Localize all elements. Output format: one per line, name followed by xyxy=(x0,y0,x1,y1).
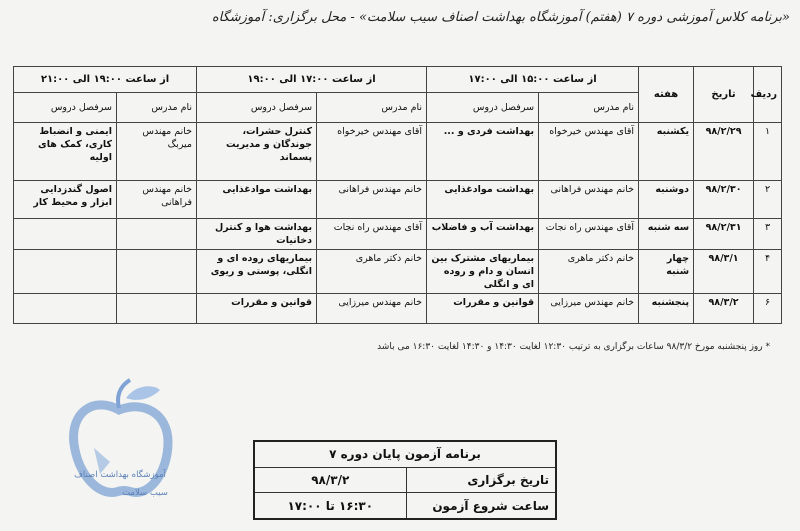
cell-topic: قوانین و مقررات xyxy=(197,294,317,324)
table-row xyxy=(14,181,782,219)
header-slot1: از ساعت ۱۵:۰۰ الی ۱۷:۰۰ xyxy=(427,67,639,93)
exam-title: برنامه آزمون پایان دوره ۷ xyxy=(254,441,556,467)
cell-topic: بهداشت آب و فاضلاب xyxy=(427,219,539,250)
cell-date: ۹۸/۲/۲۹ xyxy=(694,123,754,181)
header-teacher: نام مدرس xyxy=(539,93,639,123)
header-teacher: نام مدرس xyxy=(117,93,197,123)
cell-date: ۹۸/۲/۳۰ xyxy=(694,181,754,219)
header-topic: سرفصل دروس xyxy=(14,93,117,123)
cell-teacher: خانم مهندس میرزایی xyxy=(539,294,639,324)
schedule-table xyxy=(13,66,782,324)
header-slot2: از ساعت ۱۷:۰۰ الی ۱۹:۰۰ xyxy=(197,67,427,93)
cell-no: ۱ xyxy=(754,123,782,181)
cell-teacher: خانم مهندس میرزایی xyxy=(317,294,427,324)
cell-topic: بهداشت هوا و کنترل دخانیات xyxy=(197,219,317,250)
table-row xyxy=(14,123,782,181)
cell-topic xyxy=(14,250,117,294)
table-row xyxy=(14,250,782,294)
cell-day: دوشنبه xyxy=(639,181,694,219)
header-row-no: ردیف xyxy=(754,67,782,123)
cell-teacher: آقای مهندس خیرخواه xyxy=(317,123,427,181)
cell-no: ۳ xyxy=(754,219,782,250)
cell-teacher xyxy=(117,219,197,250)
table-row xyxy=(14,219,782,250)
cell-no: ۶ xyxy=(754,294,782,324)
cell-topic xyxy=(14,294,117,324)
logo-text: آموزشگاه بهداشت اصناف xyxy=(74,470,166,480)
cell-teacher: خانم دکتر ماهری xyxy=(539,250,639,294)
cell-no: ۲ xyxy=(754,181,782,219)
cell-teacher xyxy=(117,250,197,294)
footnote: * روز پنجشنبه مورخ ۹۸/۳/۲ ساعات برگزاری به ترتیب ۱۲:۳۰ لغایت ۱۴:۳۰ و ۱۴:۳۰ لغایت ۱۶:۳۰ می باشد xyxy=(377,342,770,352)
cell-teacher: خانم مهندس میربگ xyxy=(117,123,197,181)
cell-teacher: خانم دکتر ماهری xyxy=(317,250,427,294)
exam-date-label: تاریخ برگزاری xyxy=(406,467,556,493)
cell-topic: بهداشت موادغذایی xyxy=(197,181,317,219)
cell-teacher: آقای مهندس راه نجات xyxy=(539,219,639,250)
page-title: «برنامه کلاس آموزشی دوره ۷ (هفتم) آموزشگاه بهداشت اصناف سیب سلامت» - محل برگزاری: آموزشگاه xyxy=(211,10,790,25)
cell-teacher: آقای مهندس راه نجات xyxy=(317,219,427,250)
header-weekday: هفته xyxy=(639,67,694,123)
cell-teacher: خانم مهندس فراهانی xyxy=(539,181,639,219)
cell-topic: کنترل حشرات، جوندگان و مدیریت پسماند xyxy=(197,123,317,181)
header-topic: سرفصل دروس xyxy=(197,93,317,123)
exam-date-value: ۹۸/۳/۲ xyxy=(254,467,406,493)
cell-day: سه شنبه xyxy=(639,219,694,250)
cell-topic xyxy=(14,219,117,250)
header-slot3: از ساعت ۱۹:۰۰ الی ۲۱:۰۰ xyxy=(14,67,197,93)
cell-day: یکشنبه xyxy=(639,123,694,181)
logo-text: سیب سلامت xyxy=(122,488,168,498)
cell-teacher: خانم مهندس فراهانی xyxy=(117,181,197,219)
cell-topic: بهداشت موادغذایی xyxy=(427,181,539,219)
cell-topic: اصول گندزدایی ابزار و محیط کار xyxy=(14,181,117,219)
cell-teacher xyxy=(117,294,197,324)
header-date: تاریخ xyxy=(694,67,754,123)
table-row xyxy=(14,294,782,324)
cell-date: ۹۸/۳/۱ xyxy=(694,250,754,294)
cell-day: پنجشنبه xyxy=(639,294,694,324)
header-topic: سرفصل دروس xyxy=(427,93,539,123)
exam-time-value: ۱۶:۳۰ تا ۱۷:۰۰ xyxy=(254,493,406,519)
cell-teacher: آقای مهندس خیرخواه xyxy=(539,123,639,181)
exam-table xyxy=(253,440,557,520)
cell-topic: بهداشت فردی و ... xyxy=(427,123,539,181)
cell-topic: بیماریهای مشترک بین انسان و دام و روده ای و انگلی xyxy=(427,250,539,294)
cell-day: چهار شنبه xyxy=(639,250,694,294)
cell-topic: بیماریهای روده ای و انگلی، پوستی و ریوی xyxy=(197,250,317,294)
cell-date: ۹۸/۳/۲ xyxy=(694,294,754,324)
cell-no: ۴ xyxy=(754,250,782,294)
exam-time-label: ساعت شروع آزمون xyxy=(406,493,556,519)
cell-topic: ایمنی و انضباط کاری، کمک های اولیه xyxy=(14,123,117,181)
cell-topic: قوانین و مقررات xyxy=(427,294,539,324)
cell-teacher: خانم مهندس فراهانی xyxy=(317,181,427,219)
header-teacher: نام مدرس xyxy=(317,93,427,123)
cell-date: ۹۸/۲/۳۱ xyxy=(694,219,754,250)
